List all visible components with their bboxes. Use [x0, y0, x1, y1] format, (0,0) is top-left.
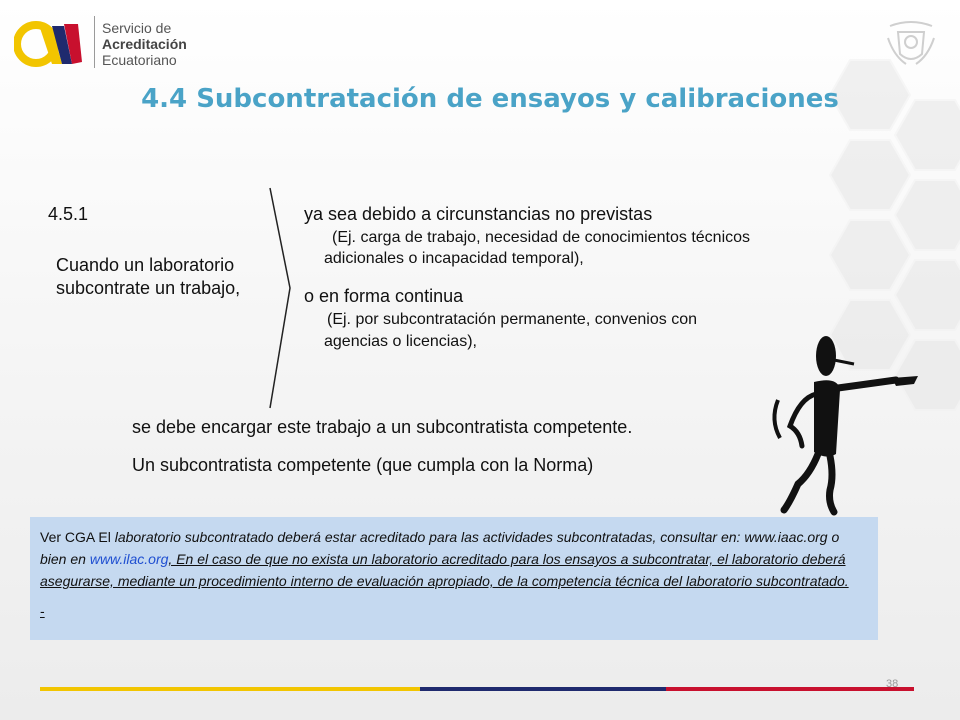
ilac-link[interactable]: www.ilac.org [89, 551, 169, 567]
logo-line-2: Acreditación [102, 36, 187, 52]
footer-bar-red [666, 687, 914, 691]
sae-logo [14, 12, 244, 76]
logo-line-3: Ecuatoriano [102, 52, 177, 68]
conclusion-line-2: Un subcontratista competente (que cumpla con la Norma) [132, 455, 594, 475]
option-1-detail-2: adicionales o incapacidad temporal), [324, 250, 584, 267]
option-2-detail-2: agencias o licencias), [324, 333, 477, 350]
slide-title: 4.4 Subcontratación de ensayos y calibraciones [141, 84, 839, 114]
conclusion-line-1: se debe encargar este trabajo a un subcontratista competente. [132, 417, 633, 437]
note-underlined-text: , En el caso de que no exista un laboratorio acreditado para los ensayos a subcontratar, el laboratorio deberá asegurarse, mediante un procedimiento interno de evaluación apropiado, de la competencia técnica del laboratorio subcontratado. [40, 551, 849, 589]
note-italic-text: laboratorio subcontratado deberá estar acreditado para las actividades subcontratadas, consultar en: www.iaac.org o bien en [40, 529, 840, 567]
condition-line-1: Cuando un laboratorio [56, 255, 235, 275]
footer-bar-blue [420, 687, 666, 691]
logo-text [102, 20, 187, 68]
option-1-detail-1: (Ej. carga de trabajo, necesidad de conocimientos técnicos [332, 229, 751, 246]
pointing-figure-icon [764, 334, 926, 518]
note-dash: - [40, 603, 45, 619]
footer-bar-yellow [40, 687, 420, 691]
option-1-title: ya sea debido a circunstancias no previstas [304, 204, 653, 224]
reference-note-box [30, 517, 878, 640]
coat-of-arms-icon [884, 16, 938, 70]
page-number: 38 [886, 678, 899, 690]
option-2-title: o en forma continua [304, 286, 464, 306]
footer-color-bar [40, 687, 914, 691]
logo-line-1: Servicio de [102, 20, 172, 36]
condition-line-2: subcontrate un trabajo, [56, 278, 241, 298]
option-2-detail-1: (Ej. por subcontratación permanente, convenios con [327, 311, 697, 328]
bracket-divider [262, 186, 292, 410]
sae-logo-mark-icon [14, 14, 86, 74]
clause-number: 4.5.1 [48, 204, 89, 224]
note-prefix: Ver CGA El [40, 529, 115, 545]
logo-separator [94, 16, 95, 68]
